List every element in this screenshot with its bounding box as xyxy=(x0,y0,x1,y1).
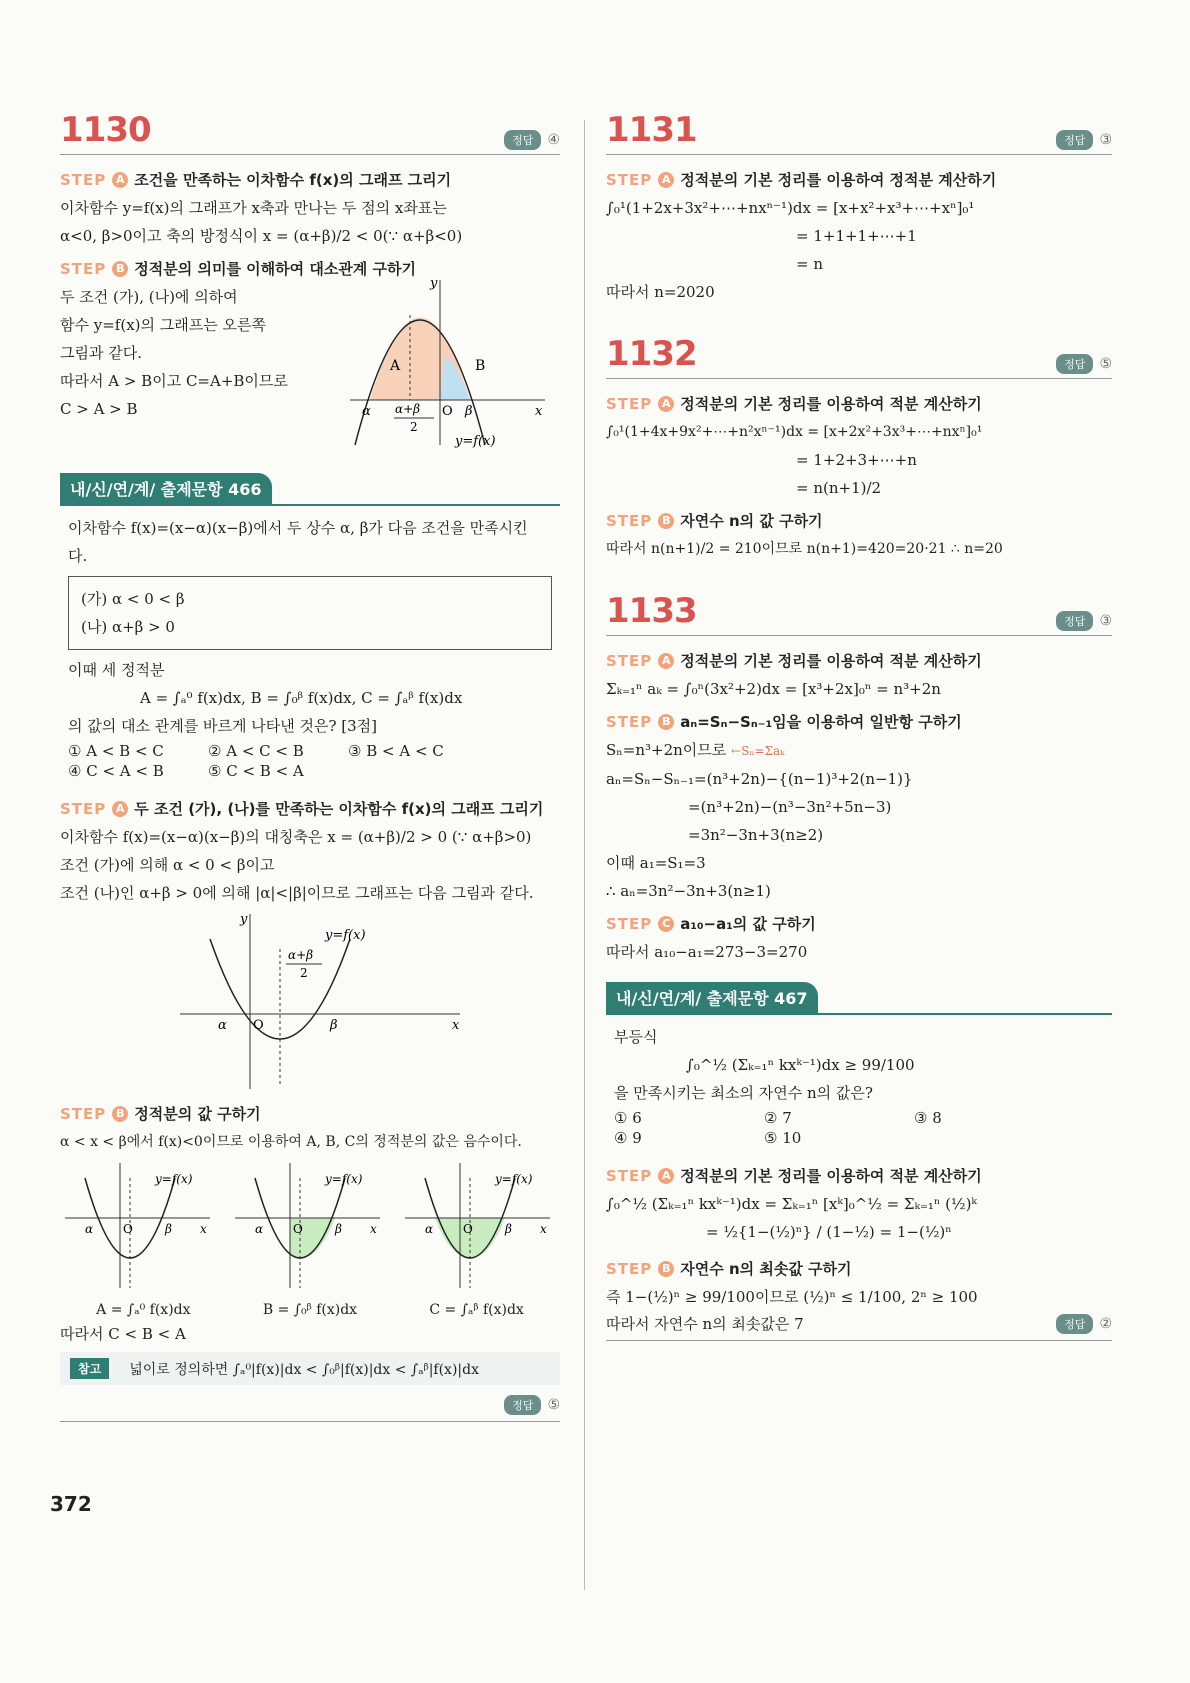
step-letter: A xyxy=(658,172,674,188)
text-line: 따라서 자연수 n의 최솟값은 7 xyxy=(606,1315,804,1333)
answer-value: ③ xyxy=(1099,613,1112,629)
text-line: 이차함수 f(x)=(x−α)(x−β)에서 두 상수 α, β가 다음 조건을 만족시킨 xyxy=(68,519,528,537)
choice-3: ③ B < A < C xyxy=(348,742,444,760)
linked-problem-bar xyxy=(60,473,560,506)
caption-A: A = ∫ₐ⁰ f(x)dx xyxy=(96,1302,191,1318)
alpha-label: α xyxy=(218,1018,227,1033)
caption-C: C = ∫ₐᵝ f(x)dx xyxy=(429,1302,524,1318)
step-letter: C xyxy=(658,916,674,932)
text-span: Sₙ=n³+2n이므로 xyxy=(606,741,727,759)
step-title: 정적분의 의미를 이해하여 대소관계 구하기 xyxy=(134,260,416,278)
choices xyxy=(614,1109,1112,1147)
problem-1133-header xyxy=(606,591,1112,636)
problem-1132-header xyxy=(606,334,1112,379)
text-line: 이차함수 f(x)=(x−α)(x−β)의 대칭축은 x = (α+β)/2 > 0 (∵ α+β>0) xyxy=(60,828,532,846)
step-letter: B xyxy=(658,513,674,529)
answer-value: ⑤ xyxy=(547,1397,560,1413)
text-line: = 1+1+1+⋯+1 xyxy=(796,227,917,245)
text-line: = n(n+1)/2 xyxy=(796,479,882,497)
text-line: ∴ aₙ=3n²−3n+3(n≥1) xyxy=(606,882,771,900)
step-heading xyxy=(606,1258,1112,1279)
step-title: 두 조건 (가), (나)를 만족하는 이차함수 f(x)의 그래프 그리기 xyxy=(134,800,544,818)
step-label: STEP xyxy=(606,1166,653,1185)
text-line: 이차함수 y=f(x)의 그래프가 x축과 만나는 두 점의 x좌표는 xyxy=(60,199,447,217)
origin-label: O xyxy=(442,404,453,419)
axis-den-label: 2 xyxy=(410,420,418,434)
step-letter: B xyxy=(112,261,128,277)
text-line: 을 만족시키는 최소의 자연수 n의 값은? xyxy=(614,1084,873,1102)
answer xyxy=(504,130,560,150)
right-column xyxy=(606,110,1112,1341)
label-A: A xyxy=(390,358,401,374)
beta-label: β xyxy=(335,1222,342,1236)
note-label: 참고 xyxy=(70,1358,109,1379)
text-line: 즉 1−(½)ⁿ ≥ 99/100이므로 (½)ⁿ ≤ 1/100, 2ⁿ ≥ 100 xyxy=(606,1288,978,1306)
step-heading xyxy=(606,650,1112,671)
text-line: ∫₀¹(1+2x+3x²+⋯+nxⁿ⁻¹)dx = [x+x²+x³+⋯+xⁿ]₀¹ xyxy=(606,199,975,217)
axis-num-label: α+β xyxy=(395,402,421,416)
origin-label: O xyxy=(123,1222,133,1236)
three-graphs xyxy=(60,1158,560,1298)
problem-number: 1132 xyxy=(606,334,697,374)
answer-badge: 정답 xyxy=(1056,354,1093,374)
origin-label: O xyxy=(293,1222,303,1236)
choice-2: ② 7 xyxy=(764,1109,792,1127)
choice-1: ① 6 xyxy=(614,1109,642,1127)
step-title: 자연수 n의 최솟값 구하기 xyxy=(680,1260,852,1278)
answer-badge: 정답 xyxy=(504,1395,541,1415)
text-line: α<0, β>0이고 축의 방정식이 x = (α+β)/2 < 0(∵ α+β<0) xyxy=(60,227,463,245)
text-line: ∫₀^½ (Σₖ₌₁ⁿ kxᵏ⁻¹)dx = Σₖ₌₁ⁿ [xᵏ]₀^½ = Σₖ₌₁ⁿ (½)ᵏ xyxy=(606,1195,977,1213)
text-line: 의 값의 대소 관계를 바르게 나타낸 것은? [3점] xyxy=(68,717,377,735)
step-heading xyxy=(60,798,560,819)
step-label: STEP xyxy=(60,799,107,818)
x-axis-label: x xyxy=(452,1018,460,1033)
note-box xyxy=(60,1352,560,1385)
choice-1: ① A < B < C xyxy=(68,742,164,760)
fx-label: y=f(x) xyxy=(495,1172,533,1186)
answer xyxy=(1056,130,1112,150)
answer-value: ④ xyxy=(547,132,560,148)
step-heading xyxy=(606,510,1112,531)
text-line: 따라서 a₁₀−a₁=273−3=270 xyxy=(606,943,808,961)
step-label: STEP xyxy=(606,170,653,189)
fx-label: y=f(x) xyxy=(155,1172,193,1186)
answer xyxy=(1056,611,1112,631)
step-letter: A xyxy=(112,172,128,188)
step-title: aₙ=Sₙ−Sₙ₋₁임을 이용하여 일반항 구하기 xyxy=(680,713,962,731)
text-line: 이때 a₁=S₁=3 xyxy=(606,854,706,872)
page-number: 372 xyxy=(50,1492,92,1516)
step-heading xyxy=(606,1165,1112,1186)
fx-label: y=f(x) xyxy=(325,1172,363,1186)
fx-label: y=f(x) xyxy=(455,434,496,449)
text-line: 따라서 C < B < A xyxy=(60,1325,186,1343)
text-line: 그림과 같다. xyxy=(60,344,142,362)
choice-4: ④ 9 xyxy=(614,1129,642,1147)
y-axis-label: y xyxy=(430,276,438,291)
step-title: 자연수 n의 값 구하기 xyxy=(680,512,823,530)
step-heading xyxy=(60,169,560,190)
step-title: 정적분의 값 구하기 xyxy=(134,1105,261,1123)
condition-box xyxy=(68,576,552,650)
axis-num-label: α+β xyxy=(288,948,314,962)
text-line: α < x < β에서 f(x)<0이므로 이용하여 A, B, C의 정적분의 값은 음수이다. xyxy=(60,1134,522,1150)
text-line: = 1+2+3+⋯+n xyxy=(796,451,917,469)
text-line: C > A > B xyxy=(60,400,138,418)
step-label: STEP xyxy=(606,651,653,670)
column-divider xyxy=(584,120,585,1590)
text-line: = ½{1−(½)ⁿ} / (1−½) = 1−(½)ⁿ xyxy=(706,1223,952,1241)
text-line: 조건 (가)에 의해 α < 0 < β이고 xyxy=(60,856,275,874)
answer-badge: 정답 xyxy=(1056,611,1093,631)
axis-den-label: 2 xyxy=(300,966,308,980)
step-label: STEP xyxy=(60,1104,107,1123)
answer-value: ③ xyxy=(1099,132,1112,148)
condition-2: (나) α+β > 0 xyxy=(81,618,175,636)
x-axis-label: x xyxy=(200,1222,207,1236)
alpha-label: α xyxy=(85,1222,94,1236)
integral-definitions: A = ∫ₐ⁰ f(x)dx, B = ∫₀ᵝ f(x)dx, C = ∫ₐᵝ f(x)dx xyxy=(140,689,463,707)
step-letter: B xyxy=(112,1106,128,1122)
step-label: STEP xyxy=(60,259,107,278)
problem-1130-header xyxy=(60,110,560,155)
beta-label: β xyxy=(330,1018,338,1033)
fx-label: y=f(x) xyxy=(325,928,366,943)
alpha-label: α xyxy=(255,1222,264,1236)
answer-badge: 정답 xyxy=(1056,1314,1093,1334)
x-axis-label: x xyxy=(540,1222,547,1236)
step-letter: A xyxy=(658,396,674,412)
x-axis-label: x xyxy=(370,1222,377,1236)
caption-B: B = ∫₀ᵝ f(x)dx xyxy=(262,1302,358,1318)
answer xyxy=(1056,354,1112,374)
step-title: 조건을 만족하는 이차함수 f(x)의 그래프 그리기 xyxy=(134,171,452,189)
step-letter: B xyxy=(658,1261,674,1277)
answer-badge: 정답 xyxy=(1056,130,1093,150)
problem-number: 1131 xyxy=(606,110,697,150)
final-row xyxy=(606,1313,1112,1341)
text-line: =(n³+2n)−(n³−3n²+5n−3) xyxy=(688,798,892,816)
condition-1: (가) α < 0 < β xyxy=(81,590,185,608)
text-line: 따라서 A > B이고 C=A+B이므로 xyxy=(60,372,288,390)
step-heading xyxy=(60,1103,560,1124)
text-line: 조건 (나)인 α+β > 0에 의해 |α|<|β|이므로 그래프는 다음 그림과 같다. xyxy=(60,884,534,902)
problem-1131-header xyxy=(606,110,1112,155)
step-label: STEP xyxy=(606,1259,653,1278)
step-label: STEP xyxy=(606,914,653,933)
linked-problem-title: 내/신/연/계/ 출제문항 467 xyxy=(606,982,818,1013)
choices xyxy=(68,742,560,780)
step-letter: B xyxy=(658,714,674,730)
step-label: STEP xyxy=(606,511,653,530)
step-b-block xyxy=(60,276,560,455)
origin-label: O xyxy=(253,1018,264,1033)
text-line: 부등식 xyxy=(614,1028,658,1046)
answer xyxy=(504,1395,560,1415)
inequality: ∫₀^½ (Σₖ₌₁ⁿ kxᵏ⁻¹)dx ≥ 99/100 xyxy=(686,1056,915,1074)
text-line: 함수 y=f(x)의 그래프는 오른쪽 xyxy=(60,316,266,334)
step-title: a₁₀−a₁의 값 구하기 xyxy=(680,915,816,933)
choice-3: ③ 8 xyxy=(914,1109,942,1127)
choice-5: ⑤ C < B < A xyxy=(208,762,304,780)
step-title: 정적분의 기본 정리를 이용하여 적분 계산하기 xyxy=(680,395,982,413)
choice-2: ② A < C < B xyxy=(208,742,304,760)
step-letter: A xyxy=(112,801,128,817)
choice-4: ④ C < A < B xyxy=(68,762,164,780)
text-line: = n xyxy=(796,255,823,273)
beta-label: β xyxy=(465,404,473,419)
linked-problem-bar xyxy=(606,982,1112,1015)
left-column xyxy=(60,110,560,1422)
linked-problem-title: 내/신/연/계/ 출제문항 466 xyxy=(60,473,272,504)
text-line xyxy=(606,738,1112,763)
parabola-graph-2 xyxy=(60,909,560,1089)
step-label: STEP xyxy=(606,394,653,413)
choice-5: ⑤ 10 xyxy=(764,1129,802,1147)
beta-label: β xyxy=(165,1222,172,1236)
step-heading xyxy=(606,169,1112,190)
answer-badge: 정답 xyxy=(504,130,541,150)
hint-note: ←Sₙ=Σaₖ xyxy=(731,744,785,758)
step-label: STEP xyxy=(60,170,107,189)
step-heading xyxy=(606,393,1112,414)
problem-number: 1130 xyxy=(60,110,151,150)
y-axis-label: y xyxy=(240,912,248,927)
step-heading xyxy=(606,913,1112,934)
text-line: 따라서 n=2020 xyxy=(606,283,715,301)
label-B: B xyxy=(475,358,486,374)
graph-captions xyxy=(60,1302,560,1318)
parabola-graph-1 xyxy=(350,275,550,450)
step-letter: A xyxy=(658,1168,674,1184)
text-line: =3n²−3n+3(n≥2) xyxy=(688,826,824,844)
step-letter: A xyxy=(658,653,674,669)
answer xyxy=(1056,1314,1112,1334)
text-line: aₙ=Sₙ−Sₙ₋₁=(n³+2n)−{(n−1)³+2(n−1)} xyxy=(606,770,913,788)
alpha-label: α xyxy=(362,404,371,419)
text-line: ∫₀¹(1+4x+9x²+⋯+n²xⁿ⁻¹)dx = [x+2x²+3x³+⋯+nxⁿ]₀¹ xyxy=(606,424,983,440)
text-line: 이때 세 정적분 xyxy=(68,661,165,679)
step-title: 정적분의 기본 정리를 이용하여 적분 계산하기 xyxy=(680,1167,982,1185)
text-line: 따라서 n(n+1)/2 = 210이므로 n(n+1)=420=20·21 ∴ n=20 xyxy=(606,541,1003,557)
note-text: 넓이로 정의하면 ∫ₐ⁰|f(x)|dx < ∫₀ᵝ|f(x)|dx < ∫ₐᵝ|f(x)|dx xyxy=(129,1361,479,1378)
step-title: 정적분의 기본 정리를 이용하여 적분 계산하기 xyxy=(680,652,982,670)
answer-value: ⑤ xyxy=(1099,356,1112,372)
text-line: 두 조건 (가), (나)에 의하여 xyxy=(60,288,238,306)
text-line: 다. xyxy=(68,547,88,565)
beta-label: β xyxy=(505,1222,512,1236)
text-line: Σₖ₌₁ⁿ aₖ = ∫₀ⁿ(3x²+2)dx = [x³+2x]₀ⁿ = n³+2n xyxy=(606,680,941,698)
step-heading xyxy=(606,711,1112,732)
alpha-label: α xyxy=(425,1222,434,1236)
problem-number: 1133 xyxy=(606,591,697,631)
step-title: 정적분의 기본 정리를 이용하여 정적분 계산하기 xyxy=(680,171,997,189)
origin-label: O xyxy=(463,1222,473,1236)
x-axis-label: x xyxy=(535,404,543,419)
step-label: STEP xyxy=(606,712,653,731)
final-answer-row xyxy=(60,1385,560,1422)
answer-value: ② xyxy=(1099,1315,1112,1332)
